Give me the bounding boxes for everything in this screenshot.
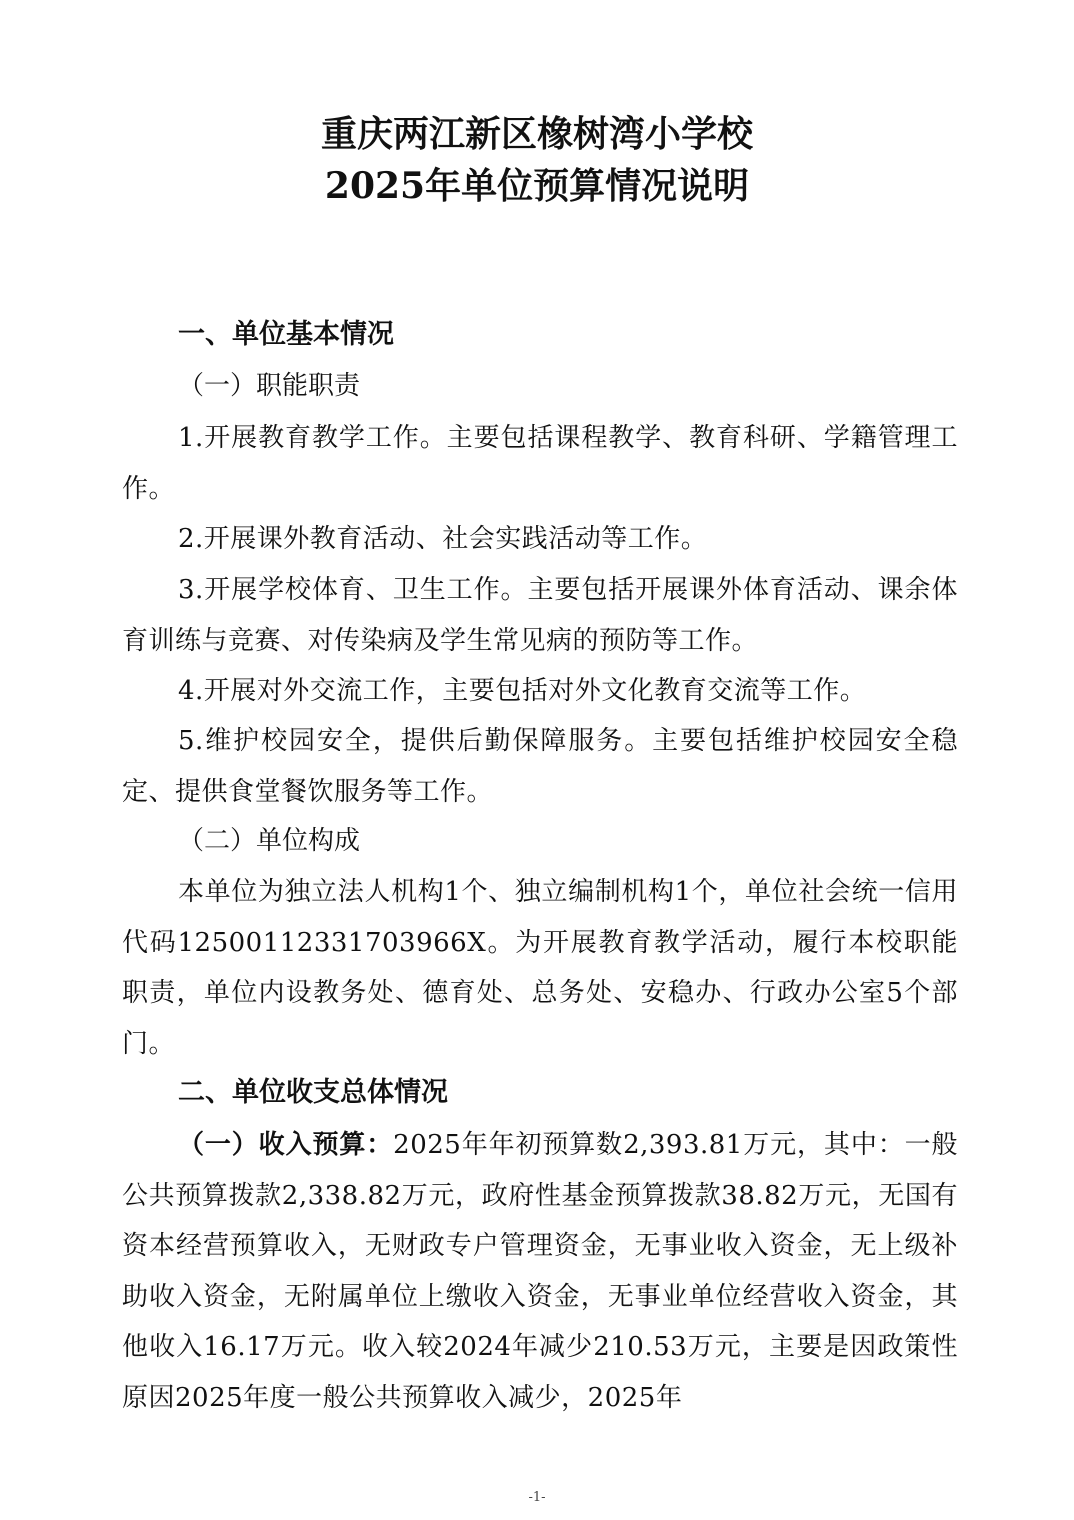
duty-item-5: 5.维护校园安全，提供后勤保障服务。主要包括维护校园安全稳定、提供食堂餐饮服务等工作。 <box>122 726 958 807</box>
duty-item-4: 4.开展对外交流工作，主要包括对外文化教育交流等工作。 <box>178 676 867 706</box>
section1-heading: 一、单位基本情况 <box>178 319 394 350</box>
duty-item-2: 2.开展课外教育活动、社会实践活动等工作。 <box>178 524 708 554</box>
income-label: （一）收入预算： <box>178 1130 394 1160</box>
duty-item-1: 1.开展教育教学工作。主要包括课程教学、教育科研、学籍管理工作。 <box>122 423 958 504</box>
composition-paragraph: 本单位为独立法人机构1个、独立编制机构1个，单位社会统一信用代码12500112331703966X。为开展教育教学活动，履行本校职能职责，单位内设教务处、德育处、总务处、安稳办、行政办公室5个部门。 <box>122 877 958 1059</box>
sub2-heading: （二）单位构成 <box>178 826 361 856</box>
document-title-line1: 重庆两江新区橡树湾小学校 <box>320 113 753 155</box>
document-title-line2: 2025年单位预算情况说明 <box>324 165 750 207</box>
income-paragraph <box>122 1120 958 1424</box>
income-text: 2025年年初预算数2,393.81万元，其中：一般公共预算拨款2,338.82万元，政府性基金预算拨款38.82万元，无国有资本经营预算收入，无财政专户管理资金，无事业收入资金，无上级补助收入资金，无附属单位上缴收入资金，无事业单位经营收入资金，其他收入16.17万元。收入较2024年减少210.53万元，主要是因政策性原因2025年度一般公共预算收入减少，2025年 <box>122 1130 958 1413</box>
sub1-heading: （一）职能职责 <box>178 371 361 401</box>
page-number: -1- <box>528 1490 546 1505</box>
duty-item-3: 3.开展学校体育、卫生工作。主要包括开展课外体育活动、课余体育训练与竞赛、对传染病及学生常见病的预防等工作。 <box>122 575 958 656</box>
section2-heading: 二、单位收支总体情况 <box>178 1077 448 1108</box>
